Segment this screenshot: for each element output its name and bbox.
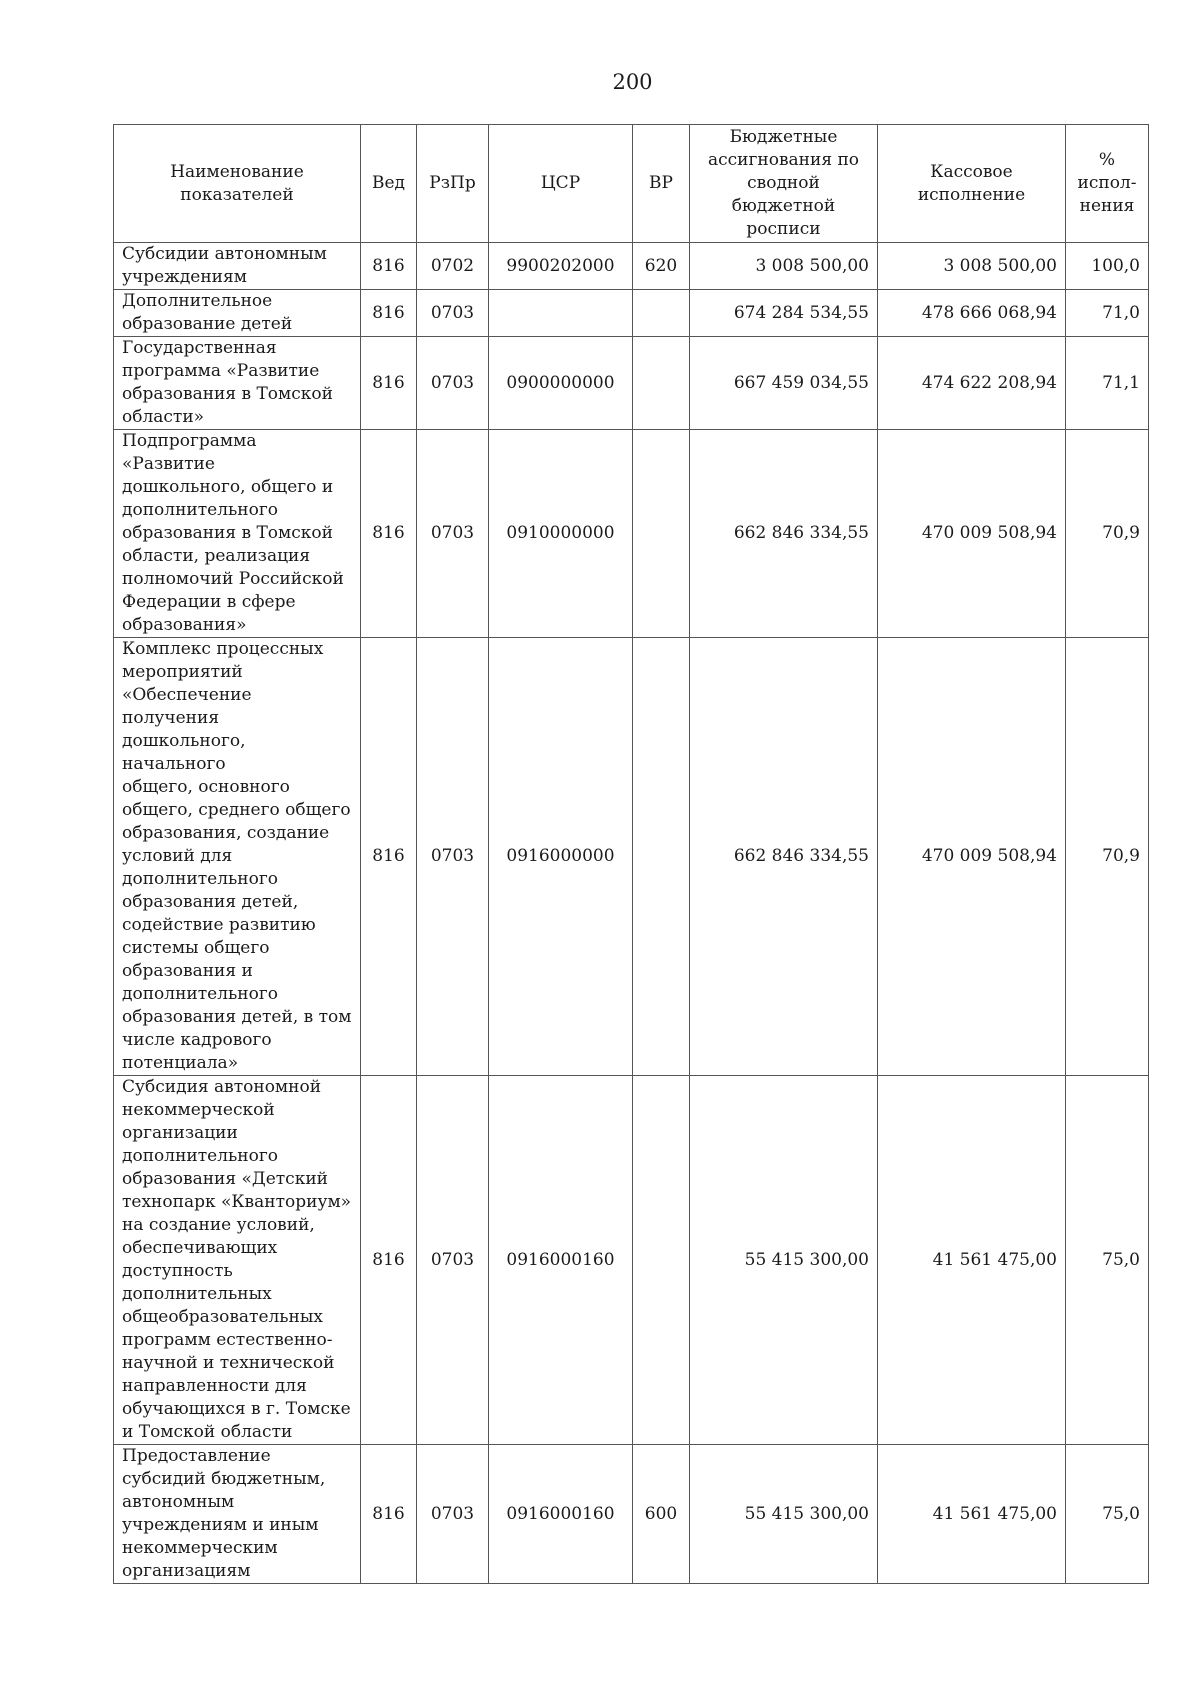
cell-name-line: направленности для [122, 1376, 307, 1396]
cell-csr: 0916000000 [489, 638, 633, 1076]
cell-name-line: Подпрограмма «Развитие [122, 431, 257, 474]
header-line: РзПр [429, 173, 476, 193]
cell-executed: 470 009 508,94 [878, 638, 1066, 1076]
cell-name-line: доступность [122, 1261, 233, 1281]
cell-vr [633, 337, 690, 430]
cell-assigned: 674 284 534,55 [690, 290, 878, 337]
cell-name-line: дополнительного [122, 869, 278, 889]
cell-vr [633, 638, 690, 1076]
cell-name-line: «Обеспечение получения [122, 685, 252, 728]
table-row [114, 1445, 1149, 1584]
cell-ved: 816 [361, 1445, 417, 1584]
cell-name-line: субсидий бюджетным, [122, 1469, 326, 1489]
cell-name-line: полномочий Российской [122, 569, 344, 589]
budget-execution-table [113, 124, 1149, 1584]
cell-executed: 3 008 500,00 [878, 243, 1066, 290]
table-row [114, 243, 1149, 290]
table-body [114, 243, 1149, 1584]
cell-name-line: технопарк «Кванториум» [122, 1192, 352, 1212]
cell-csr [489, 290, 633, 337]
cell-name-line: автономным [122, 1492, 235, 1512]
cell-ved: 816 [361, 430, 417, 638]
cell-name-line: условий для [122, 846, 233, 866]
page-number: 200 [612, 70, 653, 94]
cell-executed: 41 561 475,00 [878, 1076, 1066, 1445]
cell-name-line: системы общего [122, 938, 270, 958]
cell-name-line: Субсидии автономным [122, 244, 327, 264]
cell-name-line: общеобразовательных [122, 1307, 324, 1327]
cell-rzpr: 0703 [417, 1076, 489, 1445]
cell-name-line: программа «Развитие [122, 361, 320, 381]
cell-name [114, 430, 361, 638]
header-line: ВР [649, 173, 673, 193]
cell-name-line: дошкольного, общего и [122, 477, 334, 497]
header-line: Наименование [170, 161, 304, 182]
table-row [114, 430, 1149, 638]
header-ved [361, 125, 417, 243]
header-line: бюджетной [731, 196, 836, 216]
cell-name [114, 290, 361, 337]
cell-name-line: организации [122, 1123, 238, 1143]
cell-name-line: мероприятий [122, 662, 243, 682]
cell-name [114, 337, 361, 430]
cell-rzpr: 0703 [417, 290, 489, 337]
cell-assigned: 667 459 034,55 [690, 337, 878, 430]
cell-name-line: учреждениям [122, 267, 247, 287]
cell-name-line: образования» [122, 615, 247, 635]
cell-name-line: образования и [122, 961, 253, 981]
cell-name-line: образования в Томской [122, 523, 333, 543]
cell-name-line: образования «Детский [122, 1169, 328, 1189]
header-executed [878, 125, 1066, 243]
header-name [114, 125, 361, 243]
cell-name-line: образование детей [122, 314, 293, 334]
cell-name-line: научной и технической [122, 1353, 335, 1373]
cell-vr: 600 [633, 1445, 690, 1584]
cell-name-line: Дополнительное [122, 291, 273, 311]
cell-name-line: Субсидия автономной [122, 1077, 322, 1097]
header-line: Вед [371, 173, 406, 193]
cell-name-line: содействие развитию [122, 915, 316, 935]
header-line: % [1098, 150, 1116, 170]
cell-name-line: дошкольного, начального [122, 731, 246, 774]
cell-name-line: области» [122, 407, 205, 427]
cell-name-line: области, реализация [122, 546, 311, 566]
cell-executed: 478 666 068,94 [878, 290, 1066, 337]
cell-vr: 620 [633, 243, 690, 290]
cell-executed: 41 561 475,00 [878, 1445, 1066, 1584]
cell-name-line: Предоставление [122, 1446, 271, 1466]
cell-name-line: потенциала» [122, 1053, 239, 1073]
cell-name-line: программ естественно- [122, 1330, 333, 1350]
header-line: росписи [746, 219, 821, 239]
table-row [114, 1076, 1149, 1445]
cell-csr: 9900202000 [489, 243, 633, 290]
cell-name-line: организациям [122, 1561, 251, 1581]
header-line: исполнение [917, 184, 1026, 205]
cell-name-line: образования детей, [122, 892, 299, 912]
header-line: нения [1079, 196, 1135, 216]
cell-name-line: учреждениям и иным [122, 1515, 319, 1535]
header-csr [489, 125, 633, 243]
cell-executed: 470 009 508,94 [878, 430, 1066, 638]
cell-vr [633, 290, 690, 337]
cell-csr: 0916000160 [489, 1445, 633, 1584]
cell-name-line: общего, среднего общего [122, 800, 351, 820]
cell-name-line: некоммерческим [122, 1538, 278, 1558]
header-line: ЦСР [540, 173, 581, 193]
cell-name-line: некоммерческой [122, 1100, 275, 1120]
cell-ved: 816 [361, 243, 417, 290]
cell-ved: 816 [361, 1076, 417, 1445]
cell-rzpr: 0703 [417, 337, 489, 430]
table-header-row [114, 125, 1149, 243]
table-row [114, 337, 1149, 430]
cell-name [114, 638, 361, 1076]
cell-percent: 70,9 [1066, 430, 1149, 638]
cell-name [114, 1445, 361, 1584]
cell-rzpr: 0703 [417, 1445, 489, 1584]
cell-percent: 100,0 [1066, 243, 1149, 290]
cell-assigned: 3 008 500,00 [690, 243, 878, 290]
cell-name [114, 1076, 361, 1445]
cell-ved: 816 [361, 290, 417, 337]
cell-name-line: дополнительных [122, 1284, 272, 1304]
cell-assigned: 662 846 334,55 [690, 638, 878, 1076]
table-row [114, 638, 1149, 1076]
cell-assigned: 55 415 300,00 [690, 1076, 878, 1445]
cell-name-line: обучающихся в г. Томске [122, 1399, 351, 1419]
cell-executed: 474 622 208,94 [878, 337, 1066, 430]
cell-rzpr: 0703 [417, 430, 489, 638]
cell-name-line: дополнительного [122, 984, 278, 1004]
cell-name-line: числе кадрового [122, 1030, 272, 1050]
cell-rzpr: 0702 [417, 243, 489, 290]
cell-name-line: образования, создание [122, 823, 330, 843]
header-rzpr [417, 125, 489, 243]
cell-name-line: Государственная [122, 338, 277, 358]
cell-csr: 0900000000 [489, 337, 633, 430]
cell-assigned: 55 415 300,00 [690, 1445, 878, 1584]
cell-percent: 75,0 [1066, 1076, 1149, 1445]
cell-name-line: и Томской области [122, 1422, 293, 1442]
cell-percent: 70,9 [1066, 638, 1149, 1076]
cell-name-line: образования в Томской [122, 384, 333, 404]
cell-name-line: образования детей, в том [122, 1007, 352, 1027]
cell-name-line: на создание условий, [122, 1215, 315, 1235]
header-line: показателей [180, 184, 294, 205]
header-line: Бюджетные [729, 127, 838, 147]
header-vr [633, 125, 690, 243]
cell-percent: 71,0 [1066, 290, 1149, 337]
cell-ved: 816 [361, 337, 417, 430]
cell-name-line: дополнительного [122, 500, 278, 520]
cell-csr: 0910000000 [489, 430, 633, 638]
cell-name-line: общего, основного [122, 777, 290, 797]
header-line: Кассовое [930, 161, 1013, 182]
cell-percent: 71,1 [1066, 337, 1149, 430]
cell-name-line: Федерации в сфере [122, 592, 296, 612]
table-row [114, 290, 1149, 337]
header-line: ассигнования по [707, 150, 860, 170]
cell-name-line: Комплекс процессных [122, 639, 324, 659]
header-assigned [690, 125, 878, 243]
cell-vr [633, 430, 690, 638]
header-line: сводной [747, 173, 820, 193]
header-percent [1066, 125, 1149, 243]
cell-assigned: 662 846 334,55 [690, 430, 878, 638]
cell-vr [633, 1076, 690, 1445]
cell-csr: 0916000160 [489, 1076, 633, 1445]
cell-name [114, 243, 361, 290]
cell-ved: 816 [361, 638, 417, 1076]
cell-name-line: дополнительного [122, 1146, 278, 1166]
cell-rzpr: 0703 [417, 638, 489, 1076]
cell-percent: 75,0 [1066, 1445, 1149, 1584]
header-line: испол- [1077, 173, 1137, 193]
cell-name-line: обеспечивающих [122, 1238, 278, 1258]
